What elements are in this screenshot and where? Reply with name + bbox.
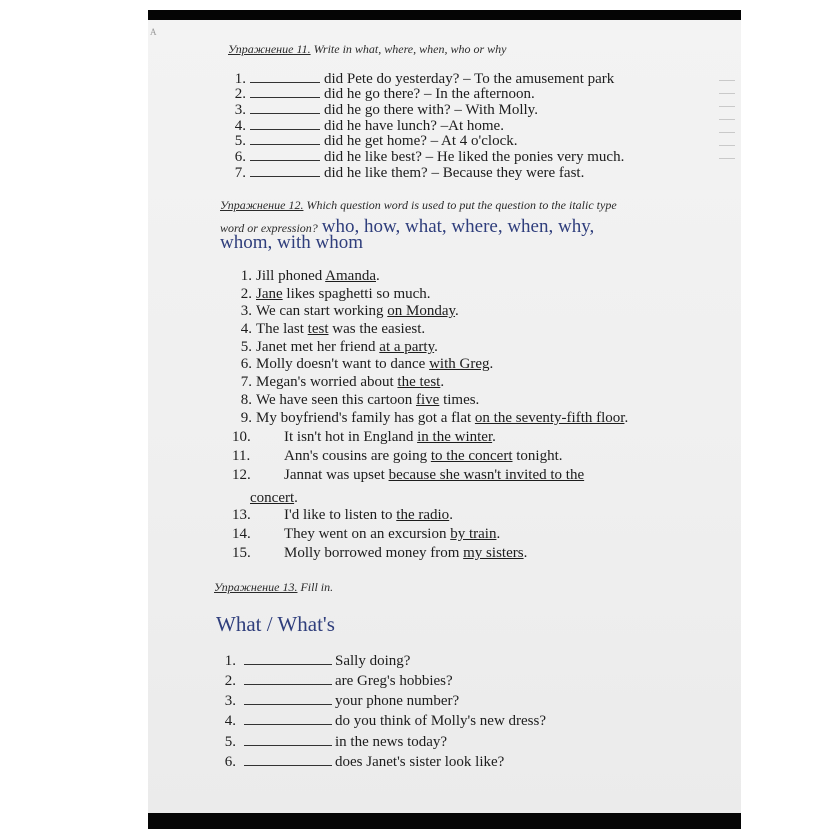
item-text-post: likes spaghetti so much. (282, 286, 431, 302)
item-text-post: . (489, 356, 494, 372)
item-text-underlined: the radio (396, 507, 450, 523)
ex11-instruction: Write in what, where, when, who or why (313, 42, 507, 56)
item-number: 8. (240, 392, 252, 408)
item-text-underlined: the test (397, 374, 441, 390)
item-number: 2. (224, 673, 236, 689)
ex13-item (218, 692, 459, 709)
item-text-post: . (523, 545, 528, 561)
ex12-item (234, 339, 438, 355)
ex11-tag: Упражнение 11. (228, 42, 311, 56)
item-text-underlined: to the concert (430, 448, 513, 464)
item-text-underlined: with Greg (429, 356, 490, 372)
item-text-underlined: in the winter (417, 429, 493, 445)
item-number: 12. (232, 467, 251, 483)
ex12-instruction-1: Which question word is used to put the question to the italic type (306, 198, 617, 212)
ex12-tag: Упражнение 12. (220, 198, 304, 212)
item-text-pre: My boyfriend's family has got a flat (256, 410, 475, 426)
ex13-tag: Упражнение 13. (214, 580, 298, 594)
item-number: 4. (224, 713, 236, 729)
item-number: 5. (224, 734, 236, 750)
item-number: 10. (232, 429, 251, 445)
ex11-item (224, 164, 584, 181)
item-text-pre: Megan's worried about (256, 374, 398, 390)
item-text: does Janet's sister look like? (335, 754, 505, 770)
ex12-item (232, 429, 496, 445)
item-text-underlined: Amanda (325, 268, 376, 284)
item-number: 7. (234, 165, 246, 181)
item-number: 3. (240, 303, 252, 319)
item-number: 15. (232, 545, 251, 561)
ex12-instruction-2: word or expression? (220, 221, 318, 235)
ex13-item (218, 712, 546, 729)
ex11-item (224, 132, 518, 149)
item-number: 14. (232, 526, 251, 542)
item-number: 6. (234, 149, 246, 165)
item-text-pre: Molly borrowed money from (284, 545, 464, 561)
item-number: 2. (240, 286, 252, 302)
answer-blank[interactable] (244, 652, 332, 665)
item-text-post: . (449, 507, 453, 523)
ex11-item (224, 85, 535, 102)
ex12-item (234, 356, 493, 372)
item-text-pre: Janet met her friend (256, 339, 380, 355)
item-number: 4. (240, 321, 252, 337)
item-text-pre: Jill phoned (256, 268, 326, 284)
item-number: 5. (240, 339, 252, 355)
item-number: 11. (232, 448, 251, 464)
answer-blank[interactable] (250, 70, 320, 83)
item-text-underlined: on Monday (387, 303, 456, 319)
ex12-item (232, 507, 453, 523)
ex12-question-words-1: who, how, what, where, when, why, (321, 216, 595, 237)
item-text-post: . (455, 303, 459, 319)
ex12-header (220, 198, 617, 213)
answer-blank[interactable] (250, 101, 320, 114)
item-text-pre: Molly doesn't want to dance (256, 356, 430, 372)
answer-blank[interactable] (244, 712, 332, 725)
ex12-item12-continuation (250, 490, 298, 506)
item-text: did he like them? – Because they were fast. (324, 165, 585, 181)
ex11-header (228, 42, 506, 57)
item-text-pre: I'd like to listen to (284, 507, 397, 523)
item-text-pre: The last (256, 321, 308, 337)
ex13-item (218, 733, 447, 750)
ex13-item (218, 672, 453, 689)
item-text: did he go there? – In the afternoon. (324, 86, 535, 102)
item-number: 2. (234, 86, 246, 102)
answer-blank[interactable] (250, 148, 320, 161)
item-text-underlined: by train (450, 526, 497, 542)
ex12-item (234, 303, 459, 319)
worksheet-page (148, 20, 741, 813)
item-text-pre: Jannat was upset (284, 467, 389, 483)
item-text: did Pete do yesterday? – To the amusement park (324, 71, 615, 87)
ex12-item (232, 526, 500, 542)
item-number: 1. (224, 653, 236, 669)
item-number: 6. (240, 356, 252, 372)
item-text: did he have lunch? –At home. (324, 118, 504, 134)
item-text: your phone number? (335, 693, 460, 709)
ex12-item (234, 286, 431, 302)
ex11-item (224, 148, 624, 165)
ex12-item12-cont-post: . (294, 490, 298, 506)
item-text-underlined: at a party (379, 339, 435, 355)
ex12-item (234, 268, 380, 284)
item-text-pre: They went on an excursion (284, 526, 451, 542)
ex13-item (218, 652, 410, 669)
item-text-post: was the easiest. (328, 321, 426, 337)
ex13-instruction: Fill in. (300, 580, 334, 594)
item-text-pre: We have seen this cartoon (256, 392, 416, 408)
item-text-post: . (376, 268, 380, 284)
ex13-header (214, 580, 333, 595)
ex12-item (234, 410, 628, 426)
item-text-underlined: five (415, 392, 440, 408)
item-text-underlined: test (307, 321, 329, 337)
item-text-post: . (434, 339, 438, 355)
item-text-post: . (624, 410, 629, 426)
ex13-item (218, 753, 504, 770)
item-text: did he get home? – At 4 o'clock. (324, 133, 518, 149)
answer-blank[interactable] (250, 132, 320, 145)
item-text: in the news today? (335, 734, 448, 750)
page-edge-lines (719, 80, 735, 171)
ex12-item (232, 467, 584, 483)
item-text-underlined: because she wasn't invited to the (388, 467, 585, 483)
answer-blank[interactable] (250, 117, 320, 130)
item-number: 9. (240, 410, 252, 426)
item-text-post: . (492, 429, 496, 445)
item-text-pre: We can start working (256, 303, 388, 319)
photo-frame-top (148, 10, 741, 20)
ex12-item12-cont-underlined: concert (250, 490, 295, 506)
item-number: 7. (240, 374, 252, 390)
ex11-item (224, 101, 538, 118)
item-text-pre: It isn't hot in England (284, 429, 418, 445)
item-text-underlined: Jane (256, 286, 283, 302)
answer-blank[interactable] (244, 733, 332, 746)
item-text-pre: Ann's cousins are going (284, 448, 431, 464)
ex12-item (234, 374, 444, 390)
ex12-item (234, 321, 425, 337)
item-text: do you think of Molly's new dress? (335, 713, 547, 729)
answer-blank[interactable] (244, 672, 332, 685)
ex12-item (232, 545, 527, 561)
item-number: 3. (224, 693, 236, 709)
item-text-post: . (440, 374, 445, 390)
item-text-underlined: on the seventy-fifth floor (474, 410, 625, 426)
item-number: 5. (234, 133, 246, 149)
ex13-heading: What / What's (216, 612, 335, 636)
item-text: did he go there with? – With Molly. (324, 102, 538, 118)
answer-blank[interactable] (250, 164, 320, 177)
item-text: are Greg's hobbies? (335, 673, 453, 689)
item-number: 3. (234, 102, 246, 118)
ex12-item (232, 448, 563, 464)
item-number: 4. (234, 118, 246, 134)
edge-mark: A (150, 27, 157, 37)
item-text-post: times. (439, 392, 480, 408)
item-text: did he like best? – He liked the ponies very much. (324, 149, 625, 165)
item-text-underlined: my sisters (463, 545, 524, 561)
item-number: 6. (224, 754, 236, 770)
photo-frame-bottom (148, 813, 741, 829)
item-text-post: . (496, 526, 501, 542)
answer-blank[interactable] (244, 692, 332, 705)
answer-blank[interactable] (250, 85, 320, 98)
item-number: 1. (240, 268, 252, 284)
item-text-post: tonight. (512, 448, 563, 464)
ex12-question-words-2: whom, with whom (220, 232, 364, 253)
item-text: Sally doing? (335, 653, 411, 669)
ex12-item (234, 392, 479, 408)
item-number: 1. (234, 71, 246, 87)
answer-blank[interactable] (244, 753, 332, 766)
item-number: 13. (232, 507, 251, 523)
